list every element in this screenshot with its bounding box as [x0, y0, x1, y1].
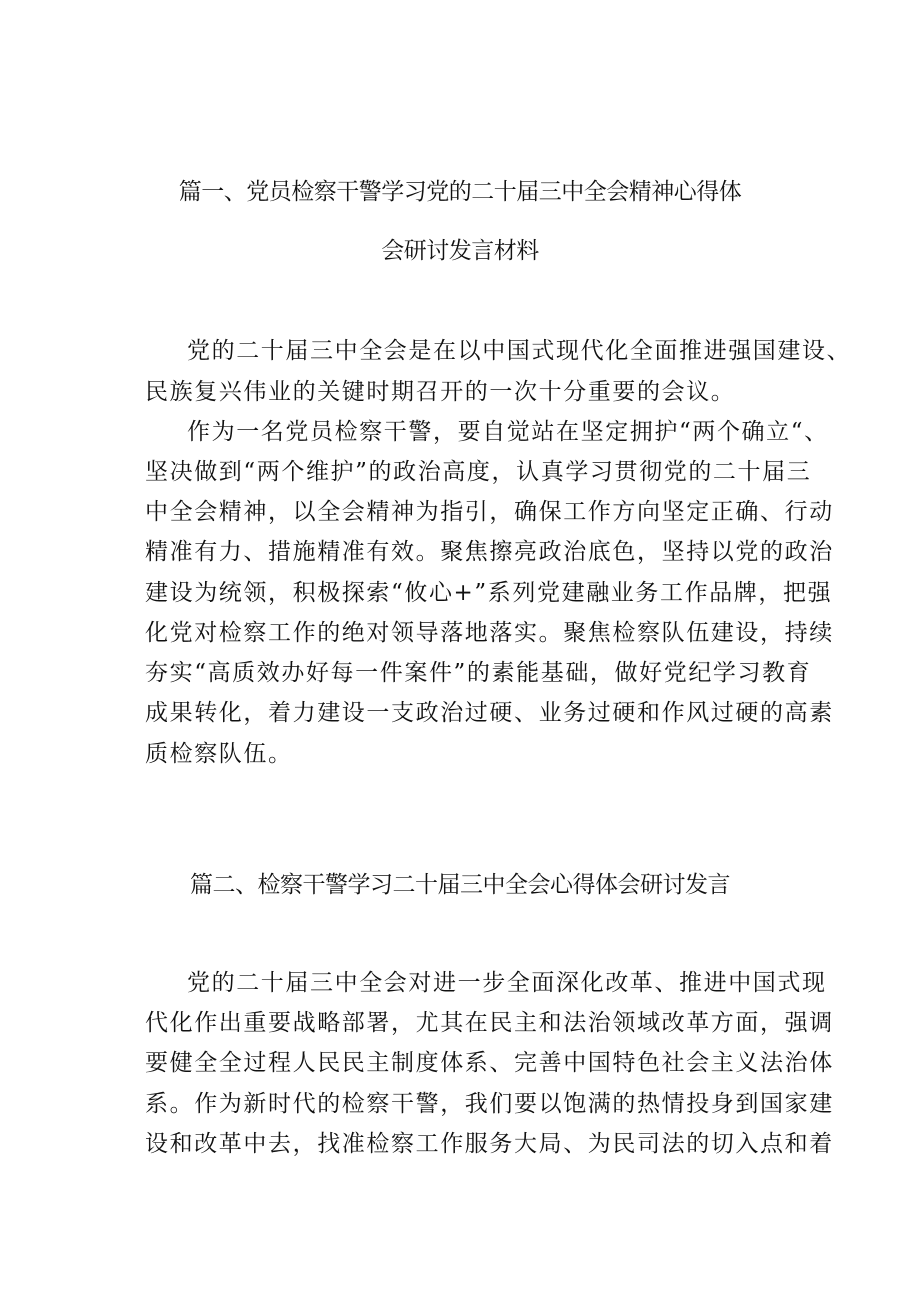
section1-p2-line: 中全会精神，以全会精神为指引，确保工作方向坚定正确、行动 — [145, 499, 834, 525]
section1-p2-line: 化党对检察工作的绝对领导落地落实。聚焦检察队伍建设，持续 — [145, 620, 834, 646]
section1-p2-line: 质检察队伍。 — [145, 741, 293, 767]
section2-p1-line: 设和改革中去，找准检察工作服务大局、为民司法的切入点和着 — [145, 1131, 834, 1157]
section1-p2-line: 夯实“高质效办好每一件案件”的素能基础，做好党纪学习教育 — [145, 660, 812, 686]
section1-p2-line: 成果转化，着力建设一支政治过硬、业务过硬和作风过硬的高素 — [145, 700, 834, 726]
section2-p1-line: 代化作出重要战略部署，尤其在民主和法治领域改革方面，强调 — [145, 1010, 834, 1036]
section2-p1-line: 党的二十届三中全会对进一步全面深化改革、推进中国式现 — [187, 970, 827, 996]
section1-p1-line: 民族复兴伟业的关键时期召开的一次十分重要的会议。 — [145, 379, 736, 405]
section1-p1-line: 党的二十届三中全会是在以中国式现代化全面推进强国建设、 — [187, 338, 852, 364]
section1-p2-line: 坚决做到“两个维护”的政治高度，认真学习贯彻党的二十届三 — [145, 459, 812, 485]
section1-p2-line: 精准有力、措施精准有效。聚焦擦亮政治底色，坚持以党的政治 — [145, 539, 834, 565]
section2-title: 篇二、检察干警学习二十届三中全会心得体会研讨发言 — [190, 872, 730, 898]
section1-title-line2: 会研讨发言材料 — [381, 238, 539, 264]
section2-p1-line: 系。作为新时代的检察干警，我们要以饱满的热情投身到国家建 — [145, 1091, 834, 1117]
section1-p2-line: 建设为统领，积极探索“攸心+”系列党建融业务工作品牌，把强 — [145, 580, 833, 606]
section1-title-line1: 篇一、党员检察干警学习党的二十届三中全会精神心得体 — [178, 179, 742, 205]
section1-p2-line: 作为一名党员检察干警，要自觉站在坚定拥护“两个确立“、 — [187, 419, 829, 445]
section2-p1-line: 要健全全过程人民民主制度体系、完善中国特色社会主义法治体 — [145, 1050, 834, 1076]
